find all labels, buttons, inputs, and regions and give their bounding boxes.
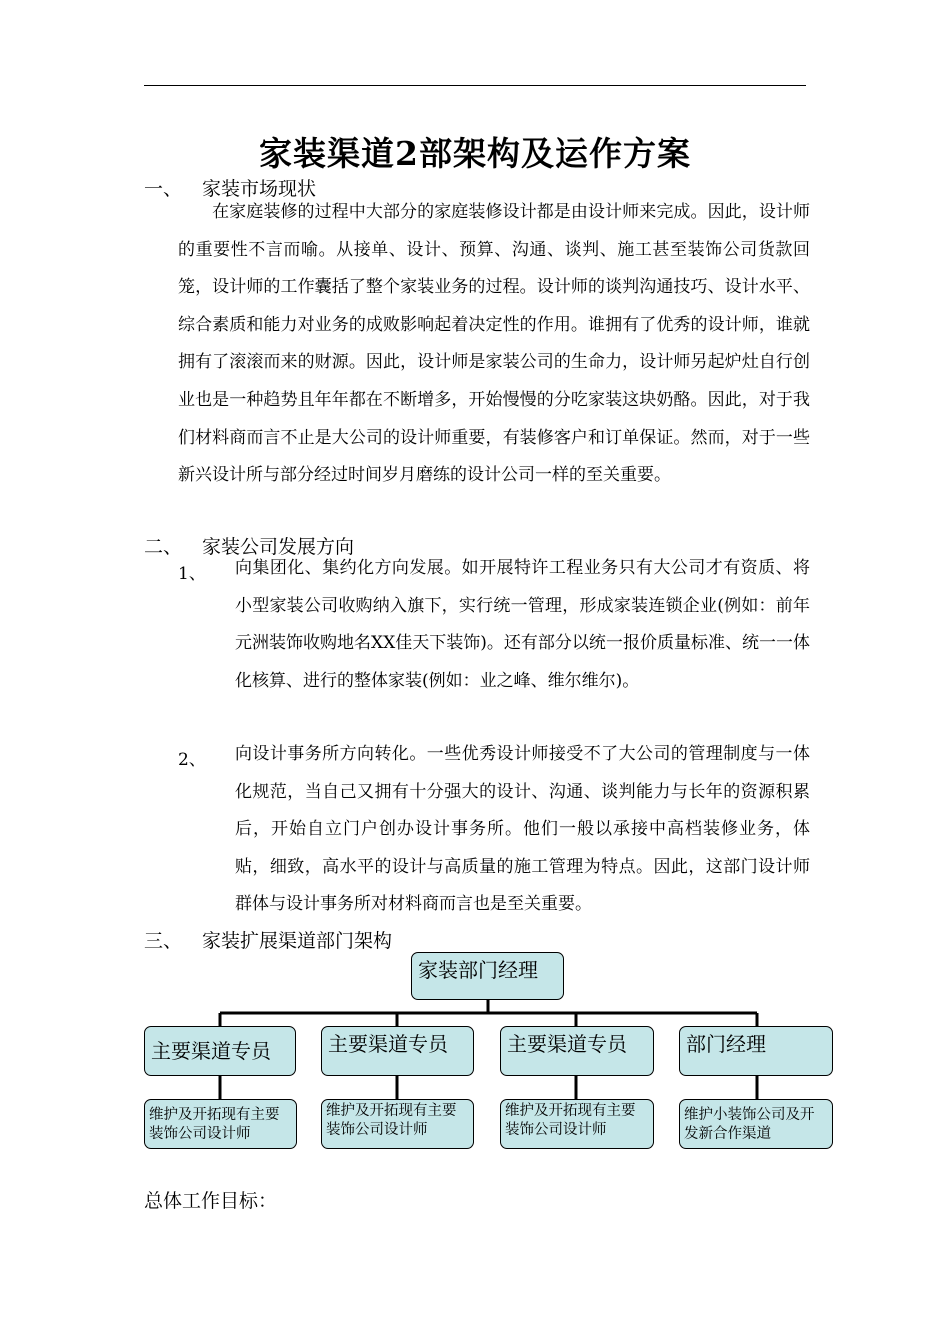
- role-box-2: [321, 1026, 474, 1076]
- section-1-title: 家装市场现状: [202, 178, 317, 200]
- root-manager-label: 家装部门经理: [418, 958, 538, 982]
- role-box-2-label: 主要渠道专员: [328, 1032, 448, 1056]
- role-box-3-label: 主要渠道专员: [507, 1032, 627, 1056]
- list-item-2-number: 2、: [178, 750, 206, 770]
- document-title: 家装渠道2部架构及运作方案: [259, 134, 691, 173]
- duty-box-2: [321, 1099, 474, 1149]
- duty-box-1: [144, 1099, 297, 1149]
- header-rule: [144, 85, 806, 86]
- section-3-title: 家装扩展渠道部门架构: [202, 930, 393, 952]
- duty-box-3: [500, 1099, 654, 1149]
- duty-box-2-label: 维护及开拓现有主要装饰公司设计师: [326, 1103, 457, 1138]
- overall-goal-heading: 总体工作目标：: [144, 1190, 278, 1212]
- role-box-1-label: 主要渠道专员: [151, 1039, 271, 1063]
- section-2-title: 家装公司发展方向: [202, 536, 355, 558]
- section-1-number: 一、: [144, 178, 183, 200]
- section-3-number: 三、: [144, 930, 183, 952]
- role-box-3: [500, 1026, 654, 1076]
- role-box-4-label: 部门经理: [686, 1032, 766, 1056]
- root-manager-box: [411, 952, 564, 1000]
- list-item-1-text: 向集团化、集约化方向发展。如开展特许工程业务只有大公司才有资质、将小型家装公司收购纳入旗下，实行统一管理，形成家装连锁企业(例如：前年元洲装饰收购地名XX佳天下装饰)。还有部分以统一报价质量标准、统一一体化核算、进行的整体家装(例如：业之峰、维尔维尔)。: [235, 558, 810, 691]
- duty-box-4: [679, 1099, 833, 1149]
- section-1-text: 在家庭装修的过程中大部分的家庭装修设计都是由设计师来完成。因此，设计师的重要性不言而喻。从接单、设计、预算、沟通、谈判、施工甚至装饰公司货款回笼，设计师的工作囊括了整个家装业务的过程。设计师的谈判沟通技巧、设计水平、综合素质和能力对业务的成败影响起着决定性的作用。谁拥有了优秀的设计师，谁就拥有了滚滚而来的财源。因此，设计师是家装公司的生命力，设计师另起炉灶自行创业也是一种趋势且年年都在不断增多，开始慢慢的分吃家装这块奶酪。因此，对于我们材料商而言不止是大公司的设计师重要，有装修客户和订单保证。然而，对于一些新兴设计所与部分经过时间岁月磨练的设计公司一样的至关重要。: [178, 202, 810, 486]
- list-item-1-number: 1、: [178, 564, 206, 584]
- role-box-1: [144, 1026, 296, 1076]
- duty-box-4-label: 维护小装饰公司及开发新合作渠道: [684, 1107, 815, 1142]
- duty-box-3-label: 维护及开拓现有主要装饰公司设计师: [505, 1103, 636, 1138]
- section-2-number: 二、: [144, 536, 183, 558]
- section-1-paragraph: [178, 194, 810, 495]
- list-item-2-text: 向设计事务所方向转化。一些优秀设计师接受不了大公司的管理制度与一体化规范，当自己又拥有十分强大的设计、沟通、谈判能力与长年的资源积累后，开始自立门户创办设计事务所。他们一般以承接中高档装修业务，体贴，细致，高水平的设计与高质量的施工管理为特点。因此，这部门设计师群体与设计事务所对材料商而言也是至关重要。: [235, 744, 810, 915]
- section-3-heading: [144, 926, 392, 953]
- duty-box-1-label: 维护及开拓现有主要装饰公司设计师: [149, 1107, 280, 1142]
- role-box-4: [679, 1026, 833, 1076]
